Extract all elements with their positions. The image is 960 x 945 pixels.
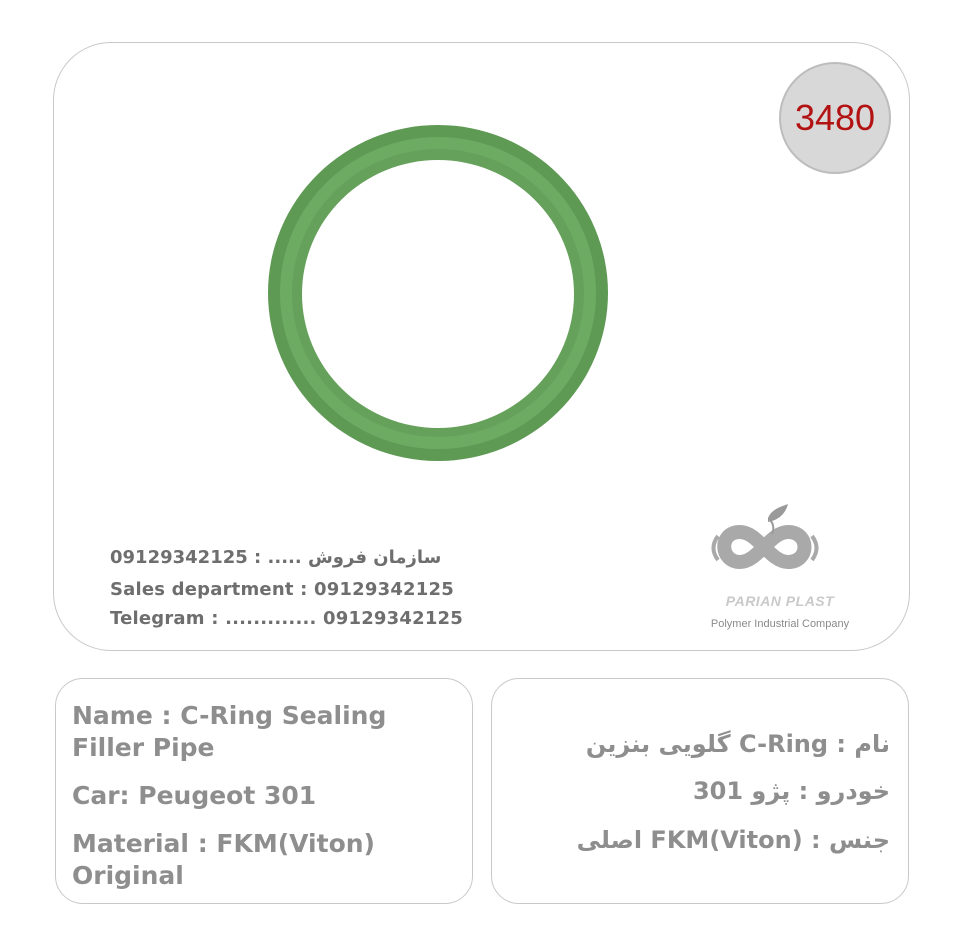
sales-department-contact: Sales department : 09129342125	[110, 579, 454, 600]
product-code-badge: 3480	[779, 62, 891, 174]
product-car-fa: خودرو : پژو 301	[692, 777, 890, 805]
product-name-en: Name : C-Ring Sealing Filler Pipe	[72, 701, 387, 762]
product-car-en: Car: Peugeot 301	[72, 781, 317, 810]
logo-brand-name: PARIAN PLAST	[725, 593, 835, 609]
product-material-en: Material : FKM(Viton) Original	[72, 829, 375, 890]
sales-org-contact: سازمان فروش ..... : 09129342125	[110, 547, 442, 568]
product-name-fa: نام : C-Ring گلویی بنزین	[585, 730, 890, 758]
telegram-contact: Telegram : ............. 09129342125	[110, 608, 463, 629]
product-material-fa: جنس : FKM(Viton) اصلی	[576, 826, 890, 854]
c-ring-image	[265, 120, 611, 466]
logo-tagline: Polymer Industrial Company	[710, 618, 850, 630]
